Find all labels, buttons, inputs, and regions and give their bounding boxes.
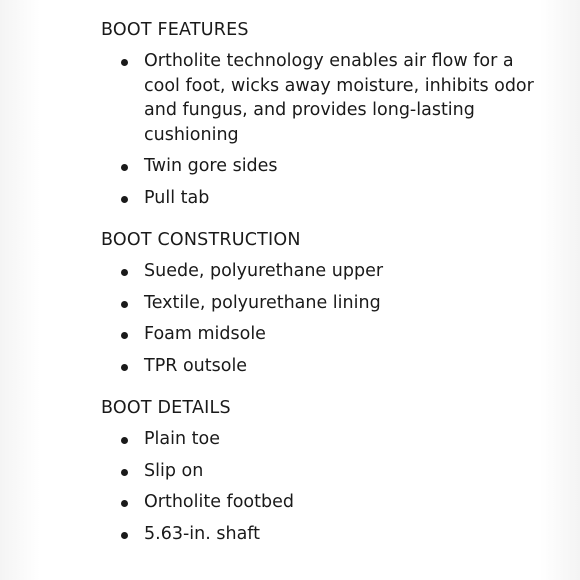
list-item: [101, 427, 541, 452]
list-item-text: Foam midsole: [144, 324, 266, 344]
list-item-text: Plain toe: [144, 429, 220, 449]
product-details: [101, 18, 541, 564]
list-item-text: Pull tab: [144, 187, 210, 208]
section-boot-construction: [101, 228, 541, 378]
bullet-icon: [121, 164, 128, 171]
bullet-icon: [121, 469, 128, 476]
list-item: [101, 459, 541, 484]
section-heading: BOOT CONSTRUCTION: [101, 230, 301, 250]
list-item: [101, 322, 541, 347]
list-item-text: Ortholite footbed: [144, 492, 294, 512]
list-item-text: 5.63-in. shaft: [144, 523, 261, 544]
section-boot-details: [101, 396, 541, 546]
list-item-text: Twin gore sides: [144, 156, 278, 176]
list-item: [101, 291, 541, 316]
list-item: [101, 186, 541, 211]
list-item-text: TPR outsole: [144, 355, 248, 376]
list-item: [101, 154, 541, 179]
list-item: [101, 259, 541, 284]
list-item-text: Textile, polyurethane lining: [144, 292, 381, 313]
list-item-text: Suede, polyurethane upper: [144, 261, 384, 281]
bullet-icon: [121, 500, 128, 507]
right-edge-shade: [540, 0, 580, 580]
bullet-icon: [121, 59, 128, 66]
bullet-icon: [121, 437, 128, 444]
list-item: [101, 49, 541, 147]
bullet-icon: [121, 269, 128, 276]
list-item: [101, 354, 541, 379]
list-item-text: Slip on: [144, 460, 204, 481]
bullet-list: [101, 259, 541, 378]
list-item-text: Ortholite technology enables air flow for a cool foot, wicks away moisture, inhibits odor and fungus, and provides long-lasting cushioning: [144, 51, 534, 145]
section-heading: BOOT DETAILS: [101, 398, 231, 418]
bullet-icon: [121, 332, 128, 339]
list-item: [101, 490, 541, 515]
bullet-icon: [121, 364, 128, 371]
section-boot-features: [101, 18, 541, 210]
bullet-icon: [121, 532, 128, 539]
left-edge-shade: [0, 0, 40, 580]
bullet-icon: [121, 196, 128, 203]
bullet-icon: [121, 301, 128, 308]
bullet-list: [101, 49, 541, 210]
bullet-list: [101, 427, 541, 546]
list-item: [101, 522, 541, 547]
section-heading: BOOT FEATURES: [101, 20, 249, 40]
